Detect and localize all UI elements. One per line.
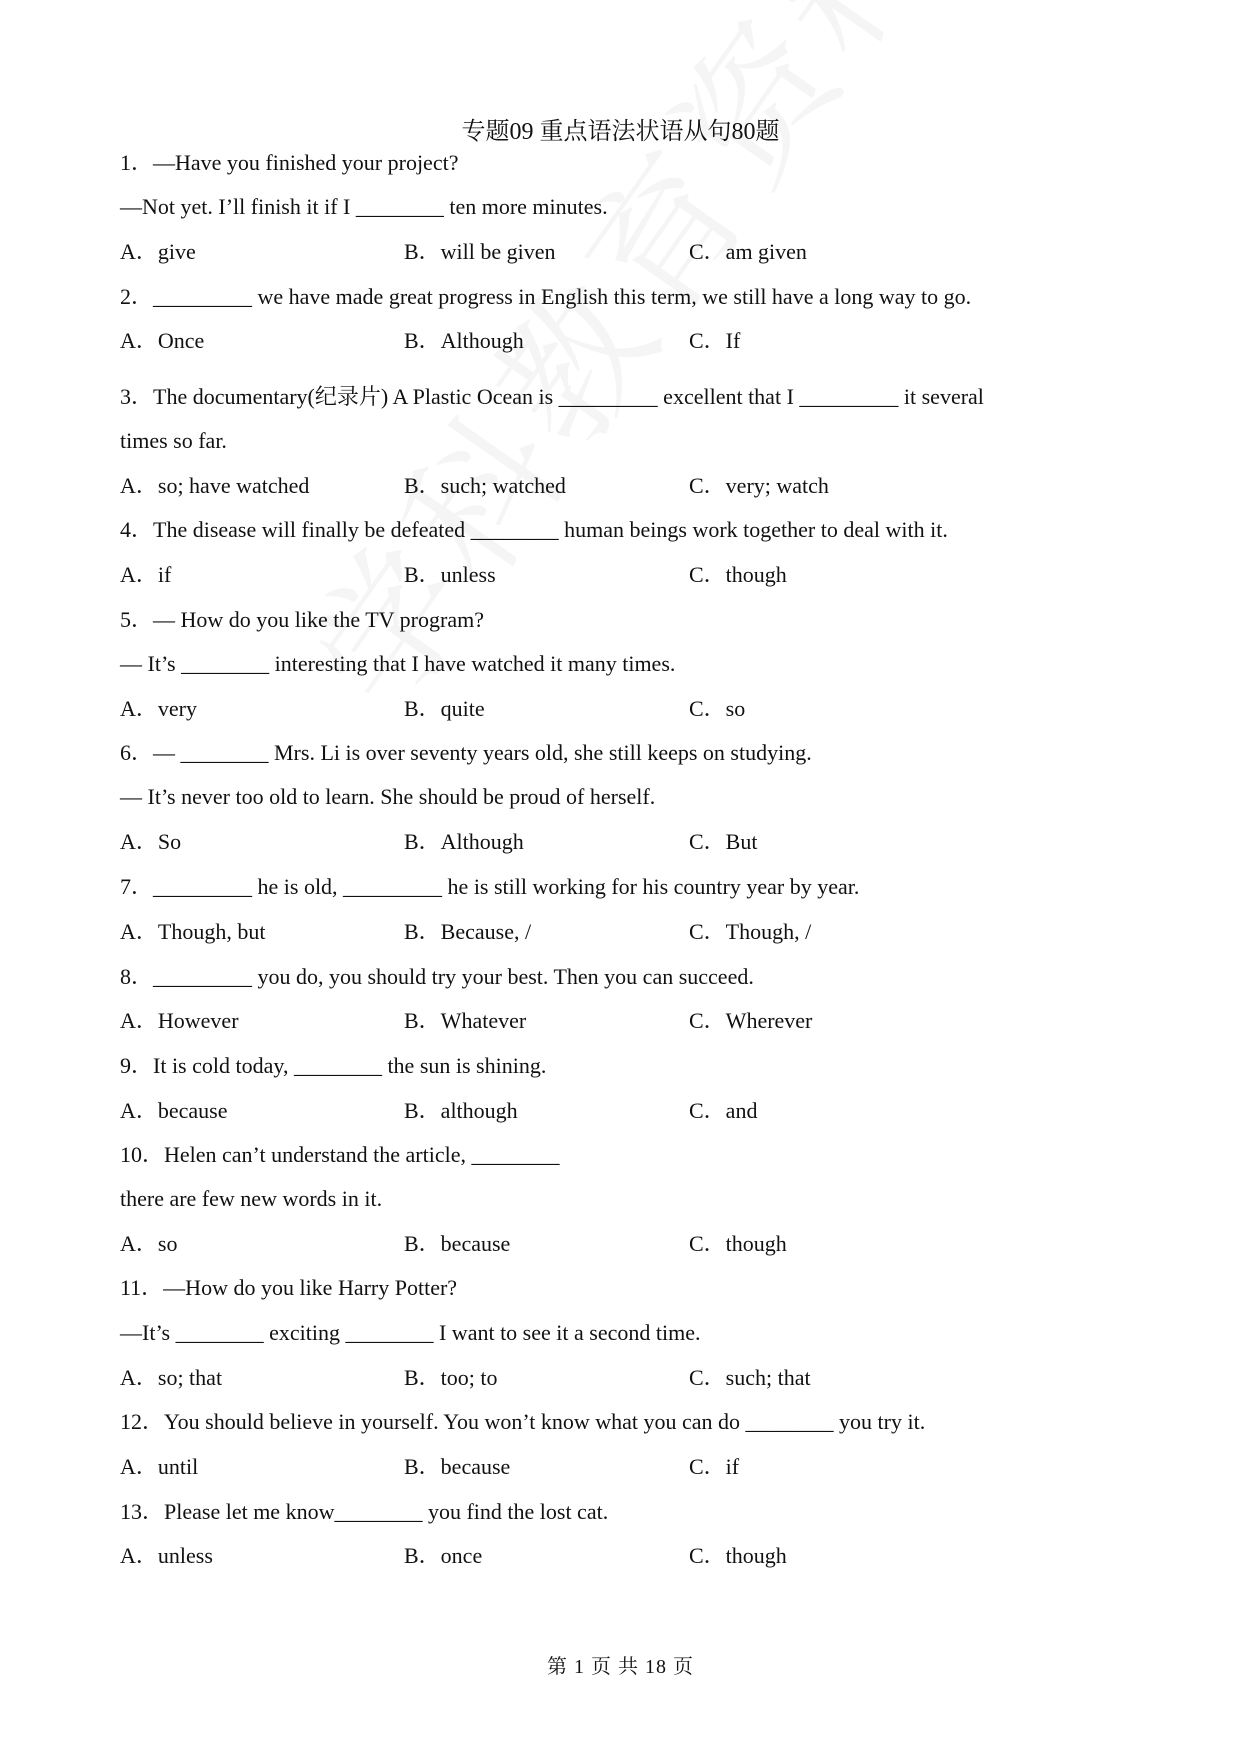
- question-8-option-b: B．Whatever: [404, 1008, 527, 1033]
- question-12-option-c: C．if: [689, 1454, 740, 1479]
- question-13-option-c: C．though: [689, 1543, 787, 1568]
- question-6-line-1: 6．— ________ Mrs. Li is over seventy years old, she still keeps on studying.: [120, 740, 812, 765]
- question-4-option-c: C．though: [689, 562, 787, 587]
- question-10-line-1: 10．Helen can’t understand the article, ________: [120, 1142, 560, 1167]
- question-11-line-2: —It’s ________ exciting ________ I want to see it a second time.: [120, 1320, 701, 1345]
- question-9-line-1: 9．It is cold today, ________ the sun is shining.: [120, 1053, 547, 1078]
- question-7-line-1: 7．_________ he is old, _________ he is still working for his country year by year.: [120, 874, 860, 899]
- question-9-option-c: C．and: [689, 1098, 758, 1123]
- question-3-option-c: C．very; watch: [689, 473, 829, 498]
- question-12-option-a: A．until: [120, 1454, 199, 1479]
- question-13-line-1: 13．Please let me know________ you find the lost cat.: [120, 1499, 609, 1524]
- question-9-option-a: A．because: [120, 1098, 228, 1123]
- question-9-option-b: B．although: [404, 1098, 518, 1123]
- question-8-line-1: 8．_________ you do, you should try your best. Then you can succeed.: [120, 964, 754, 989]
- question-1-line-1: 1．—Have you finished your project?: [120, 150, 459, 175]
- question-8-option-a: A．However: [120, 1008, 239, 1033]
- question-8-option-c: C．Wherever: [689, 1008, 813, 1033]
- question-3-option-a: A．so; have watched: [120, 473, 310, 498]
- question-6-option-a: A．So: [120, 829, 182, 854]
- question-13-option-a: A．unless: [120, 1543, 213, 1568]
- question-6-option-c: C．But: [689, 829, 758, 854]
- question-2-option-c: C．If: [689, 328, 741, 353]
- question-3-line-2: times so far.: [120, 428, 227, 453]
- question-2-option-b: B．Although: [404, 328, 524, 353]
- question-1-option-b: B．will be given: [404, 239, 556, 264]
- question-5-option-c: C．so: [689, 696, 746, 721]
- question-12-line-1: 12．You should believe in yourself. You won’t know what you can do ________ you try it.: [120, 1409, 926, 1434]
- page-footer: 第 1 页 共 18 页: [547, 1656, 694, 1678]
- question-4-line-1: 4．The disease will finally be defeated ________ human beings work together to deal with it.: [120, 517, 948, 542]
- question-7-option-b: B．Because, /: [404, 919, 532, 944]
- question-5-option-a: A．very: [120, 696, 197, 721]
- question-12-option-b: B．because: [404, 1454, 511, 1479]
- page-title: 专题09 重点语法状语从句80题: [461, 119, 780, 145]
- question-2-option-a: A．Once: [120, 328, 205, 353]
- question-13-option-b: B．once: [404, 1543, 483, 1568]
- question-10-option-a: A．so: [120, 1231, 178, 1256]
- question-3-option-b: B．such; watched: [404, 473, 566, 498]
- question-11-option-b: B．too; to: [404, 1365, 498, 1390]
- question-7-option-a: A．Though, but: [120, 919, 266, 944]
- question-1-option-c: C．am given: [689, 239, 807, 264]
- question-5-line-2: — It’s ________ interesting that I have watched it many times.: [120, 651, 676, 676]
- question-11-line-1: 11．—How do you like Harry Potter?: [120, 1275, 458, 1300]
- question-10-line-2: there are few new words in it.: [120, 1186, 383, 1211]
- question-4-option-b: B．unless: [404, 562, 496, 587]
- question-1-line-2: —Not yet. I’ll finish it if I ________ ten more minutes.: [120, 194, 608, 219]
- question-1-option-a: A．give: [120, 239, 196, 264]
- question-2-line-1: 2．_________ we have made great progress in English this term, we still have a long way to go.: [120, 284, 972, 309]
- question-6-line-2: — It’s never too old to learn. She should be proud of herself.: [120, 784, 656, 809]
- question-6-option-b: B．Although: [404, 829, 524, 854]
- question-11-option-a: A．so; that: [120, 1365, 223, 1390]
- question-11-option-c: C．such; that: [689, 1365, 811, 1390]
- question-7-option-c: C．Though, /: [689, 919, 812, 944]
- question-10-option-c: C．though: [689, 1231, 787, 1256]
- question-4-option-a: A．if: [120, 562, 172, 587]
- question-5-line-1: 5．— How do you like the TV program?: [120, 607, 484, 632]
- question-3-line-1: 3．The documentary(纪录片) A Plastic Ocean is _________ excellent that I _________ it several: [120, 384, 984, 409]
- question-10-option-b: B．because: [404, 1231, 511, 1256]
- question-5-option-b: B．quite: [404, 696, 485, 721]
